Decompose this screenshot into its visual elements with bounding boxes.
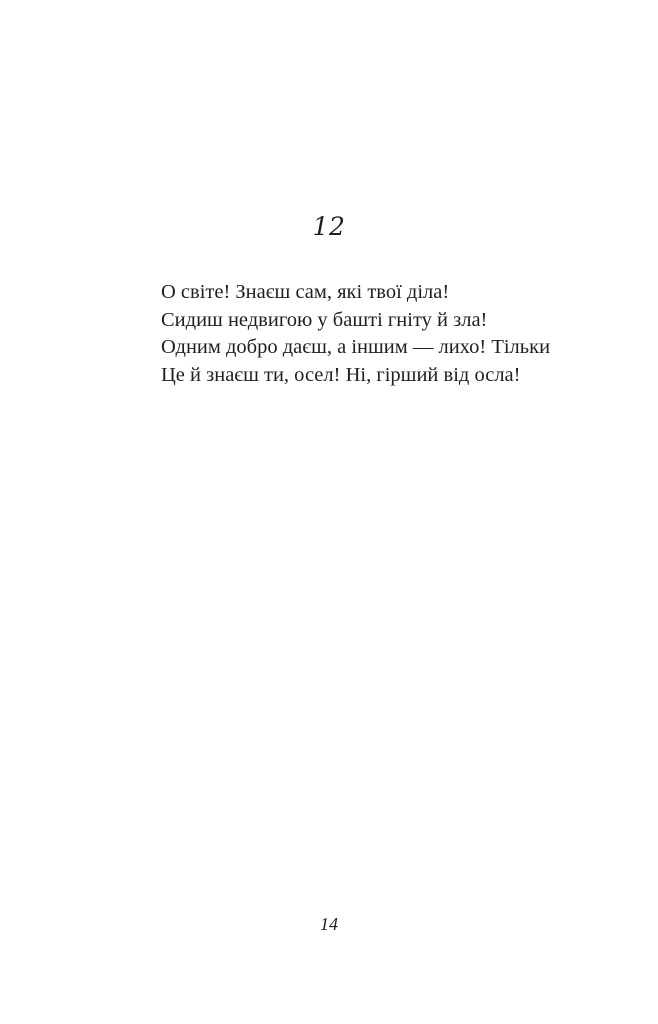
poem-stanza [161, 279, 621, 389]
poem-line: О світе! Знаєш сам, які твої діла! [161, 281, 450, 303]
poem-number: 12 [312, 212, 346, 241]
poem-line: Одним добро даєш, а іншим — лихо! Тільки [161, 336, 551, 358]
page-number: 14 [320, 914, 338, 934]
poem-line: Це й знаєш ти, осел! Ні, гірший від осла! [161, 363, 521, 386]
poem-line: Сидиш недвигою у башті гніту й зла! [161, 308, 488, 331]
